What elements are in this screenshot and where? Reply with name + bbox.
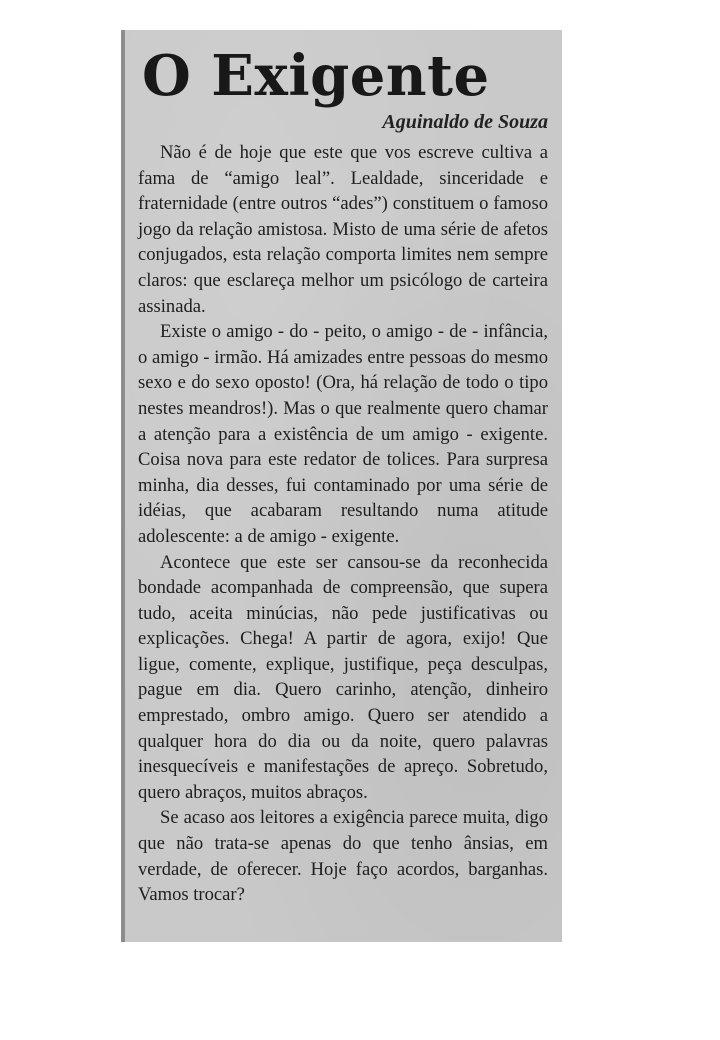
article-author: Aguinaldo de Souza (382, 111, 548, 133)
paragraph-4: Se acaso aos leitores a exigência parece muita, digo que não trata-se apenas do que tenho ânsias, em verdade, de oferecer. Hoje faço acordos, barganhas. Vamos trocar? (138, 807, 548, 906)
article-body (138, 140, 548, 908)
paragraph-3: Acontece que este ser cansou-se da reconhecida bondade acompanhada de compreensão, que supera tudo, aceita minúcias, não pede justificativas ou explicações. Chega! A partir de agora, exijo! Que ligue, comente, explique, justifique, peça desculpas, pague em dia. Quero carinho, atenção, dinheiro emprestado, ombro amigo. Quero ser atendido a qualquer hora do dia ou da noite, quero palavras inesquecíveis e manifestações de apreço. Sobretudo, quero abraços, muitos abraços. (138, 551, 548, 803)
newspaper-clipping (121, 30, 562, 942)
paragraph-1: Não é de hoje que este que vos escreve cultiva a fama de “amigo leal”. Lealdade, sinceridade e fraternidade (entre outros “ades”) constituem o famoso jogo da relação amistosa. Misto de uma série de afetos conjugados, esta relação comporta limites nem sempre claros: que esclareça melhor um psicólogo de carteira assinada. (138, 142, 548, 317)
clipping-edge-shadow (121, 30, 125, 942)
article-title: O Exigente (142, 43, 490, 109)
paragraph-2: Existe o amigo - do - peito, o amigo - de - infância, o amigo - irmão. Há amizades entre pessoas do mesmo sexo e do sexo oposto! (Ora, há relação de todo o tipo nestes meandros!). Mas o que realmente quero chamar a atenção para a existência de um amigo - exigente. Coisa nova para este redator de tolices. Para surpresa minha, dia desses, fui contaminado por uma série de idéias, que acabaram resultando numa atitude adolescente: a de amigo - exigente. (138, 321, 548, 547)
